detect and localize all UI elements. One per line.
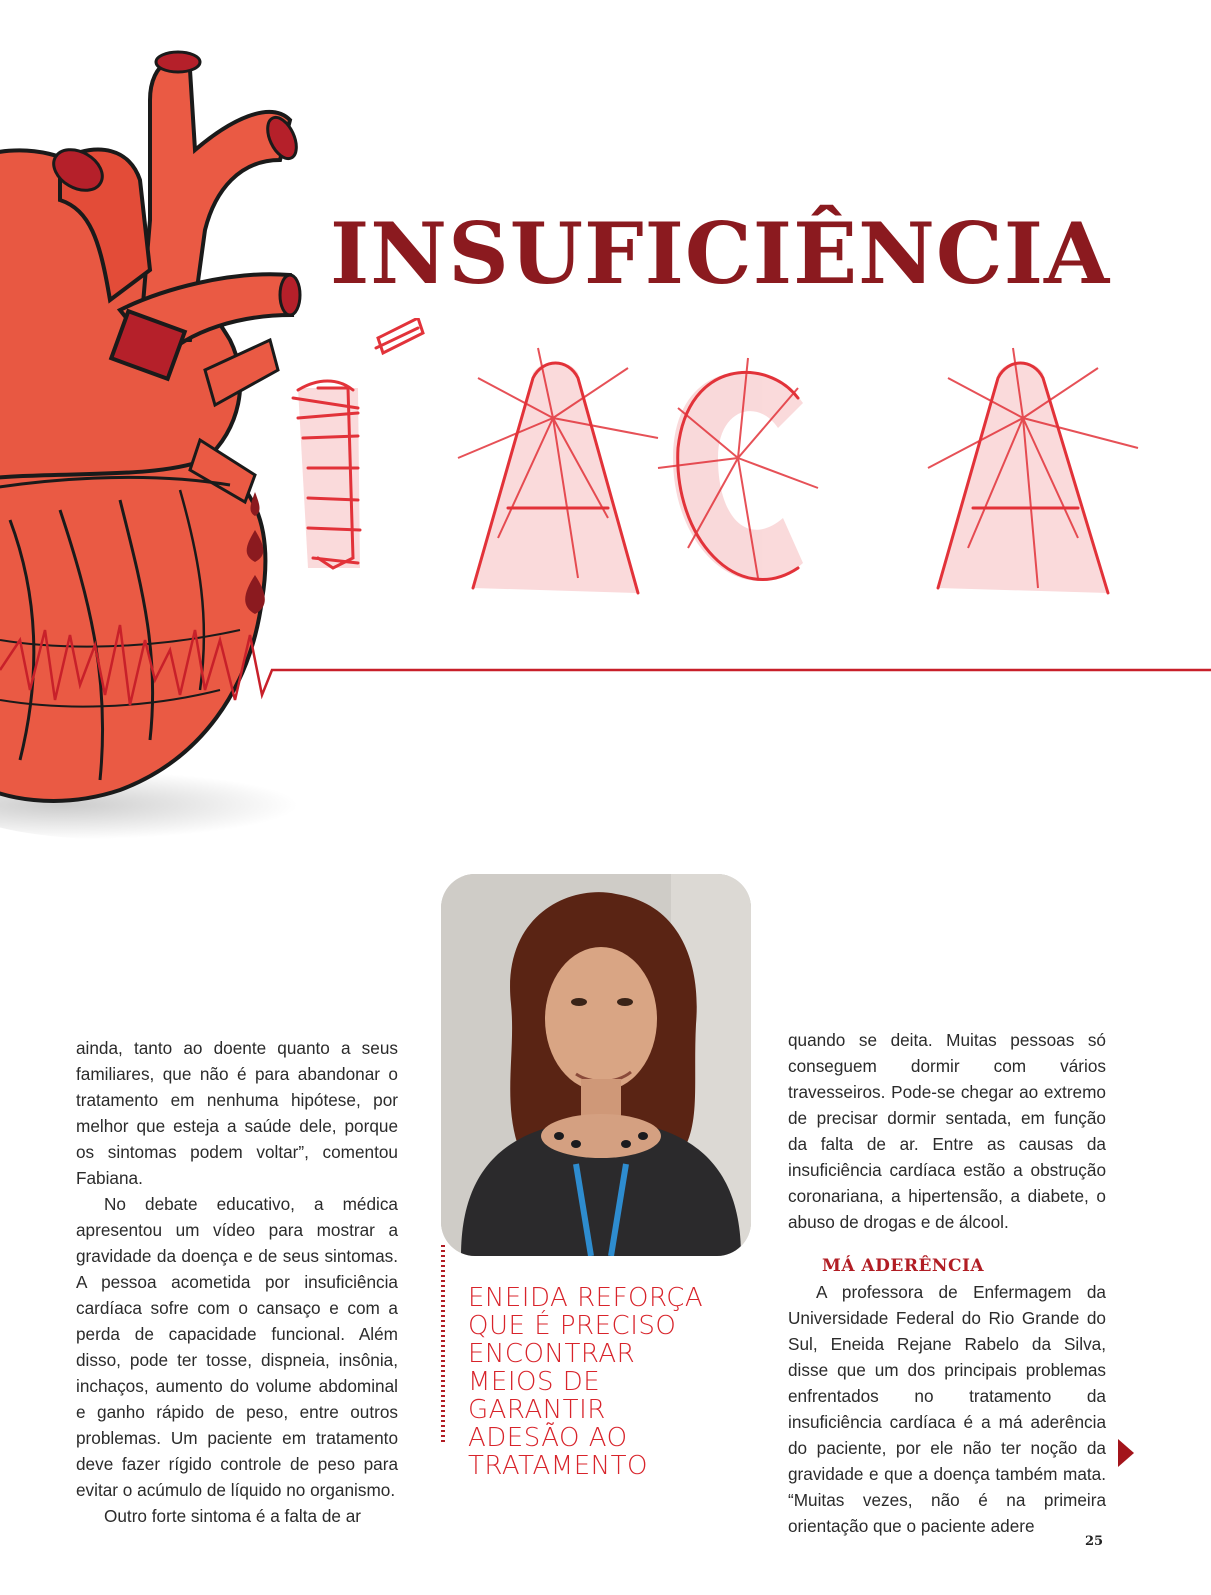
paragraph: No debate educativo, a médica apresentou um vídeo para mostrar a gravidade da doença e de seus sintomas. A pessoa acometida por insuficiência cardíaca sofre com o cansaço e com a perda de capacidade funcional. Além disso, pode ter tosse, dispneia, insônia, inchaços, aumento do volume abdominal e ganho rápido de peso, entre outros problemas. Um paciente em tratamento deve fazer rígido controle de peso para evitar o acúmulo de líquido no organismo.	[76, 1194, 398, 1500]
article-column-right	[788, 1027, 1106, 1539]
pull-quote-line: ADESÃO AO	[468, 1423, 628, 1453]
paragraph: A professora de Enfermagem da Universidade Federal do Rio Grande do Sul, Eneida Rejane Rabelo da Silva, disse que um dos principais problemas enfrentados no tratamento da insuficiência cardíaca é a má aderência do paciente, por ele não ter noção da gravidade e que a doença também mata. “Muitas vezes, não é na primeira orientação que o paciente adere	[788, 1282, 1106, 1536]
paragraph: ainda, tanto ao doente quanto a seus familiares, que não é para abandonar o tratamento em nenhuma hipótese, por melhor que esteja a saúde dele, porque os sintomas podem voltar”, comentou Fabiana.	[76, 1038, 398, 1188]
pull-quote-line: QUE É PRECISO	[468, 1311, 677, 1341]
pull-quote-line: ENCONTRAR	[468, 1339, 636, 1369]
article-column-left	[76, 1035, 398, 1529]
continue-arrow-icon	[1118, 1439, 1134, 1467]
pull-quote-line: ENEIDA REFORÇA	[468, 1283, 704, 1313]
pull-quote-line: TRATAMENTO	[468, 1451, 648, 1481]
section-subheading: MÁ ADERÊNCIA	[822, 1256, 985, 1276]
pull-quote-line: MEIOS DE	[468, 1367, 601, 1397]
headline-main: INSUFICIÊNCIA	[330, 204, 1111, 303]
ecg-pulse-line	[0, 610, 1211, 720]
paragraph: quando se deita. Muitas pessoas só conseguem dormir com vários travesseiros. Pode-se chegar ao extremo de precisar dormir sentada, em função da falta de ar. Entre as causas da insuficiência cardíaca estão a obstrução coronariana, a hipertensão, a diabete, o abuso de drogas e de álcool.	[788, 1030, 1106, 1232]
paragraph: Outro forte sintoma é a falta de ar	[104, 1506, 361, 1526]
headline-illustrated-letters	[278, 318, 1198, 618]
portrait-illustration	[441, 874, 751, 1256]
pull-quote-line: GARANTIR	[468, 1395, 606, 1425]
pull-quote	[468, 1284, 768, 1480]
portrait-photo	[441, 874, 751, 1256]
pull-quote-rule	[441, 1245, 445, 1443]
page-number: 25	[1085, 1534, 1104, 1549]
